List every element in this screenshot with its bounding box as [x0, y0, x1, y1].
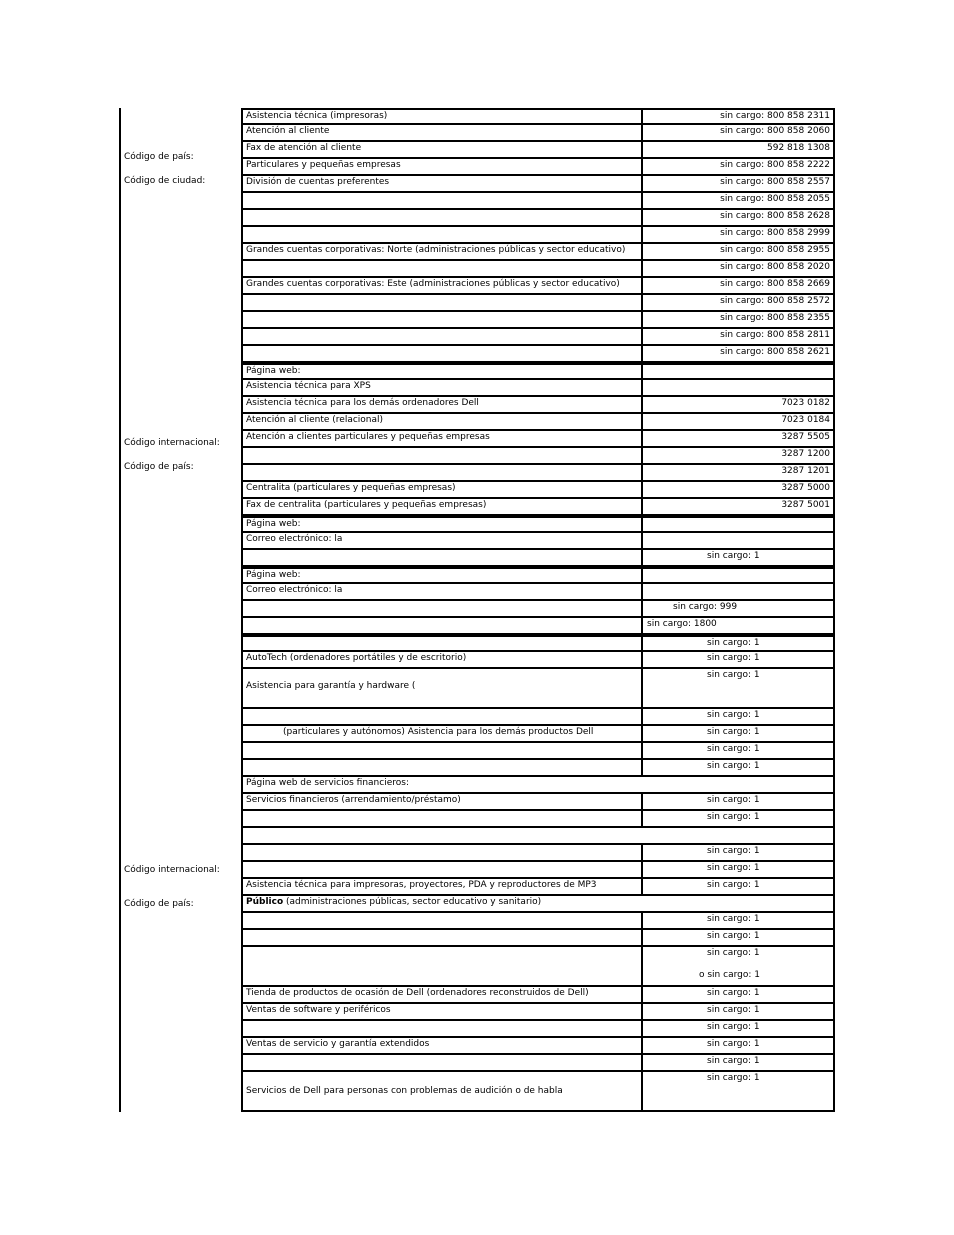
row-description: [243, 709, 643, 724]
row-description: Página web:: [243, 569, 643, 582]
phone-number: [643, 652, 833, 667]
phone-number-text: sin cargo: 1: [707, 670, 760, 680]
phone-number-text: sin cargo: 1: [707, 1005, 760, 1015]
phone-number: [643, 110, 833, 123]
row-description: [243, 295, 643, 310]
phone-number-text: sin cargo: 1: [707, 653, 760, 663]
phone-number: [643, 397, 833, 412]
row-description: [243, 930, 643, 945]
phone-number: [643, 637, 833, 650]
table-row: [243, 397, 833, 414]
row-description: [243, 637, 643, 650]
table-row: [243, 278, 833, 295]
row-description: [243, 743, 643, 758]
table-row: [243, 669, 833, 709]
contact-group: [119, 567, 835, 635]
row-description: Servicios de Dell para personas con problemas de audición o de habla: [243, 1072, 643, 1110]
row-description: [243, 618, 643, 633]
phone-number-text: sin cargo: 1: [707, 988, 760, 998]
row-description: [243, 1055, 643, 1070]
table-row: [243, 142, 833, 159]
phone-number-text: sin cargo: 800 858 2311: [720, 111, 830, 121]
table-row: [243, 1021, 833, 1038]
row-description: Ventas de servicio y garantía extendidos: [243, 1038, 643, 1053]
row-description: AutoTech (ordenadores portátiles y de escritorio): [243, 652, 643, 667]
code-label: Código de ciudad:: [124, 176, 206, 186]
table-row: [243, 295, 833, 312]
phone-number: [643, 1072, 833, 1110]
phone-number: [643, 312, 833, 327]
phone-number-text: 7023 0184: [781, 415, 830, 425]
contact-group: [119, 635, 835, 1112]
phone-number-text: sin cargo: 800 858 2572: [720, 296, 830, 306]
phone-number: [643, 499, 833, 514]
code-label: Código de país:: [124, 899, 194, 909]
phone-number: [643, 125, 833, 140]
phone-number: [643, 550, 833, 565]
phone-number: [643, 346, 833, 361]
phone-number-text: 592 818 1308: [767, 143, 830, 153]
table-row: [243, 533, 833, 550]
row-description: Correo electrónico: la: [243, 584, 643, 599]
row-description: [243, 210, 643, 225]
row-description: [243, 465, 643, 480]
phone-number-text: sin cargo: 1: [707, 863, 760, 873]
contact-group: [119, 108, 835, 363]
table-row: [243, 176, 833, 193]
code-label: Código de país:: [124, 462, 194, 472]
phone-number: [643, 879, 833, 894]
row-description: (particulares y autónomos) Asistencia para los demás productos Dell: [243, 726, 643, 741]
table-row: [243, 584, 833, 601]
phone-number-text: 3287 5505: [781, 432, 830, 442]
table-row: [243, 329, 833, 346]
phone-number: [643, 329, 833, 344]
table-row: [243, 862, 833, 879]
row-description: Centralita (particulares y pequeñas empresas): [243, 482, 643, 497]
phone-number: [643, 601, 833, 616]
row-description: Atención al cliente (relacional): [243, 414, 643, 429]
phone-number: [643, 947, 833, 985]
phone-number-text: sin cargo: 1: [707, 1073, 760, 1083]
row-description: [243, 550, 643, 565]
phone-number: [643, 159, 833, 174]
table-row: [243, 482, 833, 499]
phone-number: [643, 244, 833, 259]
phone-number-text: sin cargo: 1: [707, 812, 760, 822]
table-row: [243, 210, 833, 227]
table-row: [243, 794, 833, 811]
row-description: [243, 261, 643, 276]
phone-number-text: sin cargo: 1: [707, 795, 760, 805]
phone-number-text: sin cargo: 1: [707, 1022, 760, 1032]
row-description: [243, 448, 643, 463]
phone-number: [643, 930, 833, 945]
phone-number-text: 3287 1201: [781, 466, 830, 476]
row-description: [243, 1021, 643, 1036]
phone-number: [643, 1038, 833, 1053]
row-description: Ventas de software y periféricos: [243, 1004, 643, 1019]
phone-number: [643, 709, 833, 724]
table-row: [243, 1072, 833, 1112]
contact-group: [119, 516, 835, 567]
row-description: Grandes cuentas corporativas: Este (administraciones públicas y sector educativo): [243, 278, 643, 293]
phone-number: [643, 760, 833, 775]
row-description: Grandes cuentas corporativas: Norte (administraciones públicas y sector educativo): [243, 244, 643, 259]
table-row: [243, 896, 833, 913]
row-description: Asistencia técnica para impresoras, proyectores, PDA y reproductores de MP3: [243, 879, 643, 894]
code-label: Código internacional:: [124, 438, 220, 448]
row-description: Fax de atención al cliente: [243, 142, 643, 157]
table-row: [243, 261, 833, 278]
phone-number-text: sin cargo: 800 858 2955: [720, 245, 830, 255]
phone-number: [643, 414, 833, 429]
table-row: [243, 601, 833, 618]
row-description: [243, 329, 643, 344]
table-row: [243, 618, 833, 635]
code-column: [121, 635, 241, 1112]
phone-number: [643, 227, 833, 242]
phone-number: [643, 365, 833, 378]
phone-number: [643, 533, 833, 548]
phone-number: [643, 465, 833, 480]
phone-number: [643, 210, 833, 225]
table-row: [243, 516, 833, 533]
phone-number: [643, 193, 833, 208]
phone-number-text: sin cargo: 999: [673, 602, 738, 612]
table-row: [243, 125, 833, 142]
table-row: [243, 159, 833, 176]
table-row: [243, 465, 833, 482]
phone-number: [643, 295, 833, 310]
phone-number: [643, 845, 833, 860]
row-description: [243, 811, 643, 826]
phone-number-text: sin cargo: 800 858 2811: [720, 330, 830, 340]
table-row: [243, 635, 833, 652]
phone-number-text: sin cargo: 1: [707, 948, 760, 958]
table-row: [243, 743, 833, 760]
phone-number: [643, 862, 833, 877]
row-description: División de cuentas preferentes: [243, 176, 643, 191]
phone-number: [643, 726, 833, 741]
public-label-rest: (administraciones públicas, sector educativo y sanitario): [283, 897, 542, 907]
phone-number: [643, 176, 833, 191]
phone-number: [643, 811, 833, 826]
table-row: [243, 567, 833, 584]
phone-number-text: sin cargo: 1: [707, 761, 760, 771]
code-column: [121, 108, 241, 363]
table-row: [243, 312, 833, 329]
table-row: [243, 947, 833, 987]
phone-number-text: sin cargo: 1800: [647, 619, 717, 629]
phone-number: [643, 584, 833, 599]
row-description: Fax de centralita (particulares y pequeñas empresas): [243, 499, 643, 514]
contact-table: [119, 108, 835, 1112]
code-column: [121, 363, 241, 516]
phone-number: [643, 278, 833, 293]
table-row: [243, 930, 833, 947]
table-row: [243, 709, 833, 726]
row-description: [243, 760, 643, 775]
table-row: [243, 1055, 833, 1072]
phone-number-text: sin cargo: 800 858 2060: [720, 126, 830, 136]
table-row: [243, 987, 833, 1004]
table-row: [243, 652, 833, 669]
row-description: Servicios financieros (arrendamiento/préstamo): [243, 794, 643, 809]
table-row: [243, 414, 833, 431]
phone-number: [643, 913, 833, 928]
contact-group: [119, 363, 835, 516]
table-row: [243, 550, 833, 567]
phone-number-text: sin cargo: 1: [707, 846, 760, 856]
public-label-bold: Público: [246, 897, 284, 907]
row-description: Página web:: [243, 518, 643, 531]
table-row: [243, 380, 833, 397]
phone-number: [643, 1055, 833, 1070]
row-description: Atención a clientes particulares y pequeñas empresas: [243, 431, 643, 446]
phone-number-text: sin cargo: 800 858 2669: [720, 279, 830, 289]
row-description: [243, 193, 643, 208]
phone-number-text: sin cargo: 800 858 2055: [720, 194, 830, 204]
table-row: [243, 811, 833, 828]
phone-number-text: sin cargo: 800 858 2222: [720, 160, 830, 170]
table-row: [243, 499, 833, 516]
row-description: [243, 845, 643, 860]
phone-number: [643, 669, 833, 707]
phone-number-text: sin cargo: 800 858 2621: [720, 347, 830, 357]
row-description: Tienda de productos de ocasión de Dell (ordenadores reconstruidos de Dell): [243, 987, 643, 1002]
phone-number-text: sin cargo: 800 858 2557: [720, 177, 830, 187]
table-row: [243, 828, 833, 845]
phone-number-text: 3287 5000: [781, 483, 830, 493]
row-description: Asistencia para garantía y hardware (: [243, 669, 643, 707]
phone-number: [643, 482, 833, 497]
row-description: Página web:: [243, 365, 643, 378]
row-description: [243, 346, 643, 361]
row-description: Atención al cliente: [243, 125, 643, 140]
row-description: [243, 312, 643, 327]
phone-number-text: sin cargo: 1: [707, 914, 760, 924]
phone-number-alt: o sin cargo: 1: [699, 970, 760, 980]
phone-number-text: sin cargo: 1: [707, 638, 760, 648]
phone-number-text: sin cargo: 800 858 2999: [720, 228, 830, 238]
row-description: [243, 828, 833, 843]
table-row: [243, 363, 833, 380]
row-description: [243, 227, 643, 242]
phone-number-text: sin cargo: 800 858 2020: [720, 262, 830, 272]
phone-number: [643, 1021, 833, 1036]
phone-number-text: 7023 0182: [781, 398, 830, 408]
row-description: [243, 913, 643, 928]
phone-number-text: 3287 5001: [781, 500, 830, 510]
row-description: Asistencia técnica (impresoras): [243, 110, 643, 123]
row-description: [243, 947, 643, 985]
phone-number: [643, 448, 833, 463]
phone-number: [643, 794, 833, 809]
phone-number-text: sin cargo: 1: [707, 744, 760, 754]
table-row: [243, 726, 833, 743]
phone-number: [643, 618, 833, 633]
phone-number-text: 3287 1200: [781, 449, 830, 459]
phone-number: [643, 569, 833, 582]
phone-number: [643, 380, 833, 395]
phone-number-text: sin cargo: 1: [707, 551, 760, 561]
row-description: Asistencia técnica para XPS: [243, 380, 643, 395]
phone-number-text: sin cargo: 800 858 2628: [720, 211, 830, 221]
table-row: [243, 879, 833, 896]
phone-number-text: sin cargo: 1: [707, 880, 760, 890]
phone-number-text: sin cargo: 1: [707, 931, 760, 941]
phone-number: [643, 431, 833, 446]
table-row: [243, 108, 833, 125]
phone-number-text: sin cargo: 1: [707, 710, 760, 720]
phone-number: [643, 1004, 833, 1019]
phone-number: [643, 142, 833, 157]
row-description: [243, 601, 643, 616]
phone-number-text: sin cargo: 1: [707, 1056, 760, 1066]
phone-number-text: sin cargo: 1: [707, 727, 760, 737]
phone-number: [643, 987, 833, 1002]
code-label: Código internacional:: [124, 865, 220, 875]
table-row: [243, 227, 833, 244]
table-row: [243, 1038, 833, 1055]
row-description: Página web de servicios financieros:: [246, 778, 409, 788]
table-row: [243, 244, 833, 261]
phone-number: [643, 743, 833, 758]
table-row: [243, 346, 833, 363]
table-row: [243, 913, 833, 930]
row-description: Correo electrónico: la: [243, 533, 643, 548]
row-description: Asistencia técnica para los demás ordenadores Dell: [243, 397, 643, 412]
table-row: [243, 777, 833, 794]
row-description: [243, 896, 833, 911]
code-label: Código de país:: [124, 152, 194, 162]
phone-number-text: sin cargo: 800 858 2355: [720, 313, 830, 323]
code-column: [121, 567, 241, 635]
table-row: [243, 431, 833, 448]
code-column: [121, 516, 241, 567]
phone-number-text: sin cargo: 1: [707, 1039, 760, 1049]
row-description: Particulares y pequeñas empresas: [243, 159, 643, 174]
table-row: [243, 845, 833, 862]
table-row: [243, 193, 833, 210]
table-row: [243, 448, 833, 465]
table-row: [243, 1004, 833, 1021]
phone-number: [643, 261, 833, 276]
table-row: [243, 760, 833, 777]
row-description: [243, 862, 643, 877]
phone-number: [643, 518, 833, 531]
